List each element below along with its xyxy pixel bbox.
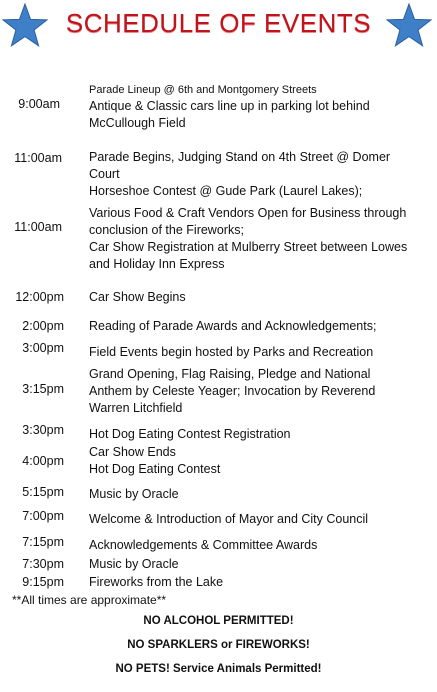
page-title: SCHEDULE OF EVENTS [65, 8, 372, 38]
event-line: Acknowledgements & Committee Awards [89, 538, 318, 552]
event-description [89, 289, 427, 306]
event-description [89, 537, 427, 554]
event-description [89, 486, 427, 503]
star-icon [386, 3, 432, 47]
event-line: conclusion of the Fireworks; [89, 223, 244, 237]
header [0, 0, 437, 50]
event-line: Car Show Begins [89, 290, 186, 304]
event-line: Various Food & Craft Vendors Open for Business through [89, 206, 407, 220]
event-description [89, 205, 427, 273]
event-time: 7:00pm [22, 509, 64, 523]
warning-fireworks: NO SPARKLERS or FIREWORKS! [127, 639, 310, 651]
event-line: Music by Oracle [89, 557, 179, 571]
event-description [89, 344, 427, 361]
event-time: 11:00am [14, 151, 62, 165]
event-line: Parade Begins, Judging Stand on 4th Street @ Domer [89, 150, 391, 164]
event-time: 7:15pm [22, 535, 64, 549]
event-time: 2:00pm [22, 319, 64, 333]
event-line: and Holiday Inn Express [89, 257, 225, 271]
warning-alcohol: NO ALCOHOL PERMITTED! [143, 615, 294, 627]
event-description [89, 366, 427, 417]
event-line: Hot Dog Eating Contest [89, 462, 221, 476]
event-time: 9:15pm [22, 575, 64, 589]
event-time: 4:00pm [22, 454, 64, 468]
event-description [89, 444, 427, 478]
event-description [89, 511, 427, 528]
event-time: 7:30pm [22, 557, 64, 571]
event-description [89, 82, 427, 132]
event-line: Car Show Ends [89, 445, 176, 459]
event-line: Court [89, 167, 120, 181]
event-line: Fireworks from the Lake [89, 575, 224, 589]
event-description [89, 149, 427, 200]
event-line: Parade Lineup @ 6th and Montgomery Streets [89, 84, 317, 96]
event-line: Grand Opening, Flag Raising, Pledge and National [89, 367, 371, 381]
event-time: 12:00pm [15, 290, 64, 304]
event-line: Horseshoe Contest @ Gude Park (Laurel Lakes); [89, 184, 363, 198]
event-description [89, 556, 427, 573]
event-line: Hot Dog Eating Contest Registration [89, 427, 291, 441]
event-line: Warren Litchfield [89, 401, 183, 415]
event-line: McCullough Field [89, 116, 186, 130]
event-line: Welcome & Introduction of Mayor and City Council [89, 512, 369, 526]
event-description [89, 426, 427, 443]
warning-pets: NO PETS! Service Animals Permitted! [115, 663, 322, 675]
event-time: 11:00am [14, 220, 62, 234]
event-line: Car Show Registration at Mulberry Street between Lowes [89, 240, 408, 254]
event-line: Music by Oracle [89, 487, 179, 501]
event-time: 3:30pm [22, 423, 64, 437]
event-line: Field Events begin hosted by Parks and Recreation [89, 345, 374, 359]
event-time: 5:15pm [22, 485, 64, 499]
times-note: **All times are approximate** [12, 593, 167, 607]
event-time: 9:00am [18, 97, 60, 111]
event-time: 3:15pm [22, 382, 64, 396]
event-line: Antique & Classic cars line up in parking lot behind [89, 99, 370, 113]
event-description [89, 318, 427, 335]
event-description [89, 574, 427, 591]
event-time: 3:00pm [22, 341, 64, 355]
event-line: Reading of Parade Awards and Acknowledgements; [89, 319, 377, 333]
event-line: Anthem by Celeste Yeager; Invocation by Reverend [89, 384, 376, 398]
